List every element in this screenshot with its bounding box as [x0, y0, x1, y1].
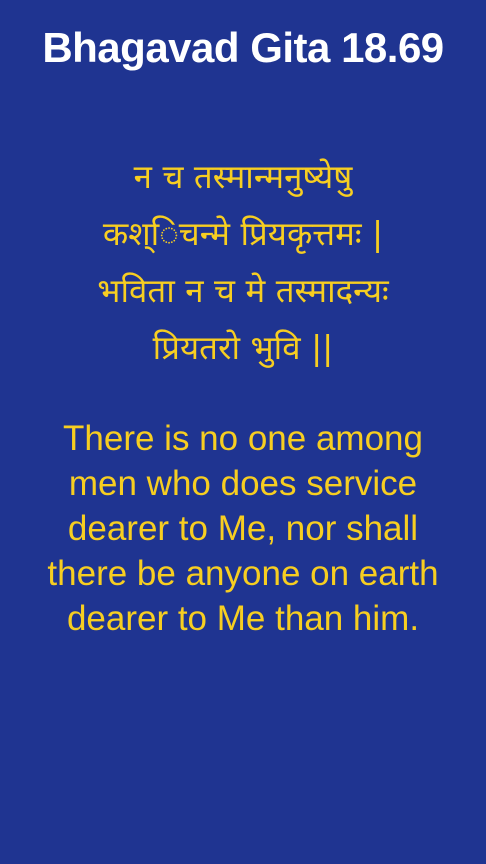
- verse-line: प्रियतरो भुवि ||: [152, 328, 334, 367]
- translation-line: There is no one among: [63, 419, 423, 458]
- translation-line: dearer to Me, nor shall: [67, 509, 419, 548]
- translation-line: men who does service: [68, 464, 418, 503]
- translation-line: dearer to Me than him.: [66, 599, 420, 638]
- verse-line: न च तस्मान्मनुष्येषु: [133, 157, 353, 196]
- verse-line: भविता न च मे तस्मादन्यः: [97, 271, 389, 310]
- page-title: Bhagavad Gita 18.69: [42, 24, 444, 71]
- verse-line: कश्ि‍चन्मे प्रियकृत्तमः |: [102, 214, 384, 253]
- sanskrit-verse: [0, 148, 486, 376]
- translation-line: there be anyone on earth: [47, 554, 439, 593]
- english-translation: [0, 416, 486, 641]
